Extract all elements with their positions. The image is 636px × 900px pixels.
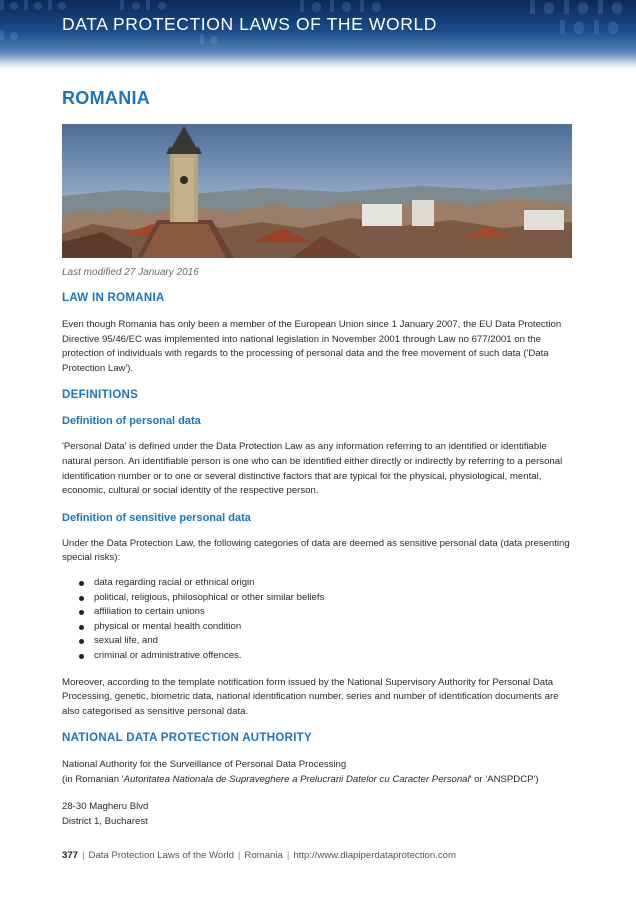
list-item [74,649,574,664]
address-line-2: District 1, Bucharest [62,816,148,828]
bullet-icon [79,625,84,630]
country-title: ROMANIA [62,88,151,108]
list-item [74,591,574,606]
romanian-name-italic: Autoritatea Nationala de Supraveghere a Prelucrarii Datelor cu Caracter Personal [123,773,470,785]
address-line-1: 28-30 Magheru Blvd [62,801,149,813]
personal-data-heading: Definition of personal data [62,415,201,428]
law-heading: LAW IN ROMANIA [62,292,165,304]
list-item-text: data regarding racial or ethnical origin [94,576,255,588]
sensitive-data-more: Moreover, according to the template notification form issued by the National Supervisory Authority for Personal Data Processing, genetic, biometric data, national identification number, series and number of identification documents are also categorised as sensitive personal data. [62,676,559,717]
city-photo [62,124,572,258]
sensitive-data-intro: Under the Data Protection Law, the following categories of data are deemed as sensitive personal data (data presenting special risks): [62,537,570,564]
list-item-text: physical or mental health condition [94,620,242,632]
sensitive-data-heading: Definition of sensitive personal data [62,511,251,524]
list-item-text: affiliation to certain unions [94,606,205,618]
page-number: 377 [62,850,79,861]
footer-url-link[interactable]: http://www.dlapiperdataprotection.com [293,850,456,861]
footer-country: Romania [244,850,283,861]
bullet-icon [79,639,84,644]
header-banner [0,0,636,70]
last-modified: Last modified 27 January 2016 [62,267,199,278]
page-footer [62,850,456,861]
list-item [74,605,574,620]
authority-name-block [62,758,574,787]
footer-separator: | [286,850,290,861]
list-item-text: criminal or administrative offences. [94,649,242,661]
list-item [74,634,574,649]
law-paragraph: Even though Romania has only been a member of the European Union since 1 January 2007, the EU Data Protection Directive 95/46/EC was implemented into national legislation in November 2001 through Law no 677/2001 on the protection of individuals with regards to the processing of personal data and the free movement of such data ('Data Protection Law'). [62,319,562,374]
bullet-icon [79,610,84,615]
list-item-text: sexual life, and [94,635,158,647]
definitions-heading: DEFINITIONS [62,389,139,402]
sensitive-data-list [62,576,574,664]
personal-data-paragraph: 'Personal Data' is defined under the Data Protection Law as any information referring to an identified or identifiable natural person. An identifiable person is one who can be identified either directly or indirectly by referring to a personal identification number or to one or several distinctive factors that are typical for the physical, physiological, mental, economic, cultural or social identity of the respective person. [62,441,563,497]
authority-heading: NATIONAL DATA PROTECTION AUTHORITY [62,732,312,745]
authority-romanian-name [62,773,574,788]
list-item [74,576,574,591]
authority-name: National Authority for the Surveillance of Personal Data Processing [62,759,347,771]
city-skyline-image [62,124,572,258]
list-item-text: political, religious, philosophical or other similar beliefs [94,591,325,603]
banner-title: DATA PROTECTION LAWS OF THE WORLD [62,14,438,34]
bullet-icon [79,581,84,586]
main-content [62,292,574,843]
authority-address [62,800,574,829]
footer-separator: | [237,850,241,861]
romanian-prefix: (in Romanian ' [62,773,124,785]
bullet-icon [79,654,84,659]
romanian-suffix: ' or 'ANSPDCP') [469,773,539,785]
list-item [74,620,574,635]
footer-publication: Data Protection Laws of the World [88,850,234,861]
bullet-icon [79,596,84,601]
footer-separator: | [82,850,85,861]
